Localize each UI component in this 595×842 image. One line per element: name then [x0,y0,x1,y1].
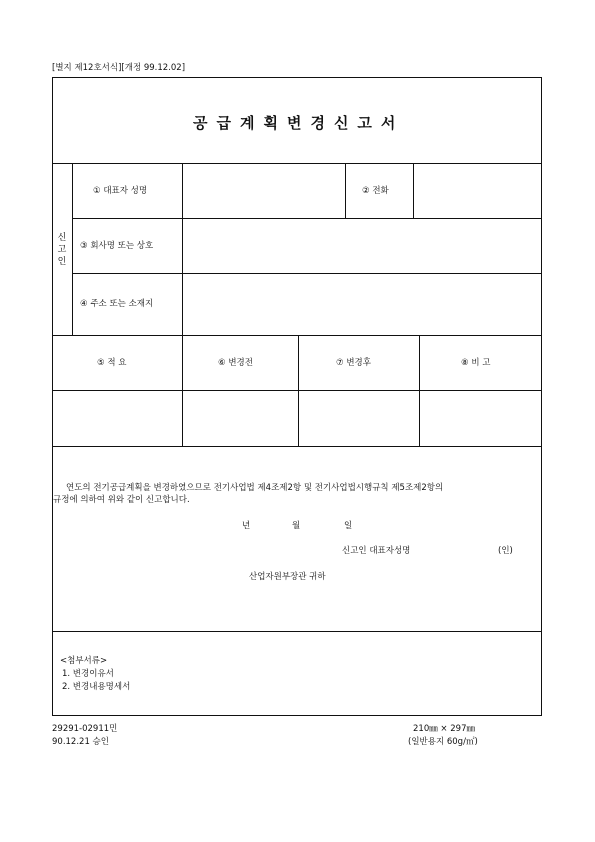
representative-name-label: ① 대표자 성명 [93,186,148,196]
rule-row2-bottom [72,273,542,274]
signer-label: 신고인 대표자성명 [342,546,411,556]
representative-name-field[interactable] [184,165,343,216]
after-cell[interactable] [300,392,417,444]
rule-reporter-bottom [52,335,542,336]
attachments-heading: <첨부서류> [60,656,108,666]
date-month-label: 월 [292,521,301,531]
seal-mark: (인) [498,546,513,556]
address-field[interactable] [184,275,540,333]
addressee: 산업자원부장관 귀하 [249,572,326,582]
statement-line-1: 연도의 전기공급계획을 변경하였으므로 전기사업법 제4조제2항 및 전기사업법시행규칙 제5조제2항의 [66,483,444,493]
date-day-label: 일 [344,521,353,531]
attachment-item: 1. 변경이유서 [62,669,114,679]
column-before-header: ⑥ 변경전 [218,358,253,368]
rule-row1-bottom [72,218,542,219]
footer-paper: (일반용지 60g/㎡) [408,737,478,747]
rule-col2 [298,335,299,446]
company-name-field[interactable] [184,220,540,271]
before-cell[interactable] [184,392,296,444]
rule-phone-right [413,163,414,218]
summary-cell[interactable] [54,392,180,444]
rule-reporter-side [72,163,73,335]
column-remarks-header: ⑧ 비 고 [461,358,491,368]
rule-label-col [182,163,183,335]
address-label: ④ 주소 또는 소재지 [80,299,154,309]
rule-title-bottom [52,163,542,164]
footer-code: 29291-02911민 [52,724,118,734]
form-title: 공급계획변경신고서 [193,114,405,132]
footer-approval: 90.12.21 승인 [52,737,109,747]
form-number: [별지 제12호서식][개정 99.12.02] [52,63,186,73]
statement-line-2: 규정에 의하여 위와 같이 신고합니다. [53,495,190,505]
date-year-label: 년 [242,521,251,531]
rule-col3 [419,335,420,446]
attachment-item: 2. 변경내용명세서 [62,682,131,692]
rule-colheader-bottom [52,390,542,391]
rule-statement-bottom [52,631,542,632]
company-name-label: ③ 회사명 또는 상호 [80,241,154,251]
footer-size: 210㎜ × 297㎜ [413,724,475,734]
rule-content-bottom [52,446,542,447]
phone-field[interactable] [415,165,540,216]
phone-label: ② 전화 [362,186,389,196]
column-after-header: ⑦ 변경후 [336,358,371,368]
column-summary-header: ⑤ 적 요 [97,358,127,368]
rule-col1 [182,335,183,446]
remarks-cell[interactable] [421,392,540,444]
reporter-group-label: 신고인 [57,233,67,267]
rule-phone-left [345,163,346,218]
